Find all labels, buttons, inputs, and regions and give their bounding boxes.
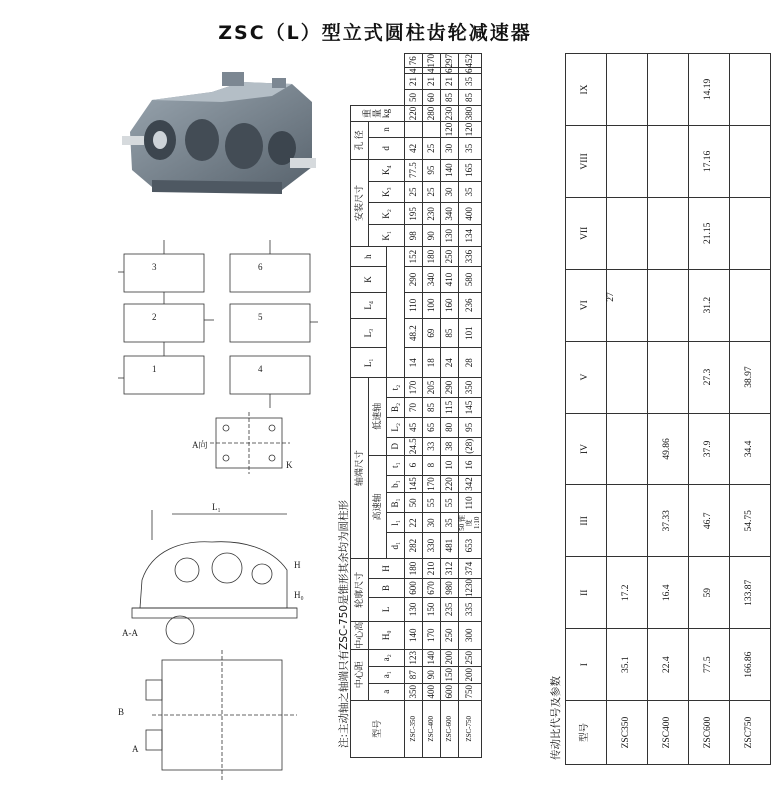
table-cell: 150 xyxy=(423,597,441,621)
group-shaft: 轴端尺寸 xyxy=(351,378,369,559)
col-H: H xyxy=(369,559,405,579)
table-cell: 170 xyxy=(405,378,423,398)
table-cell: 4 xyxy=(423,68,441,74)
ratio-cell: 37.9 xyxy=(689,413,730,485)
table-cell: 10 xyxy=(441,455,459,475)
ratio-cell xyxy=(607,197,648,269)
ratio-cell: 21.15 xyxy=(689,197,730,269)
col-n: n xyxy=(369,121,405,137)
ratio-cell xyxy=(607,54,648,126)
ratio-cell: ZSC400 xyxy=(648,701,689,765)
section-aa-label: A-A xyxy=(122,628,138,638)
table-cell: 140 xyxy=(423,649,441,666)
table-cell: 297 xyxy=(441,54,459,69)
table-cell: 330 xyxy=(423,533,441,559)
table-cell: 85 xyxy=(441,318,459,348)
table-cell: 38 xyxy=(441,437,459,455)
ratio-cell xyxy=(607,269,648,341)
table-cell: 24.5 xyxy=(405,437,423,455)
table-cell: 110 xyxy=(459,493,482,513)
table-cell: 130 xyxy=(405,597,423,621)
ratio-cell: 59 xyxy=(689,557,730,629)
gear-reducer-photo xyxy=(122,62,320,202)
col-a2: a₂ xyxy=(369,649,405,666)
table-cell: 42 xyxy=(405,137,423,159)
table-row xyxy=(405,54,423,758)
assembly-type-diagrams xyxy=(118,232,333,412)
ratio-cell xyxy=(730,125,771,197)
table-cell: 380 xyxy=(459,105,482,121)
table-cell: 25 xyxy=(423,181,441,203)
ratio-cell: 31.2 xyxy=(689,269,730,341)
table-cell: 236 xyxy=(459,292,482,318)
group-low-speed: 低速轴 xyxy=(369,378,387,456)
dim-h0: H₀ xyxy=(294,590,304,600)
table-cell: 35 xyxy=(459,74,482,90)
box-number-4: 4 xyxy=(258,364,263,374)
table-cell: 130 xyxy=(441,225,459,247)
table-cell: 205 xyxy=(423,378,441,398)
group-mount: 安装尺寸 xyxy=(351,159,369,246)
ratio-cell: 27.3 xyxy=(689,341,730,413)
table-cell: 250 xyxy=(441,247,459,267)
table-cell: 1230 xyxy=(459,578,482,597)
table-cell: 220 xyxy=(405,105,423,121)
ratio-table xyxy=(565,53,771,765)
ratio-row xyxy=(689,54,730,765)
ratio-cell xyxy=(648,341,689,413)
table-cell: 340 xyxy=(423,267,441,293)
table-cell: 6 xyxy=(405,455,423,475)
table-cell: 6 xyxy=(441,68,459,74)
table-cell: 35 xyxy=(441,513,459,533)
table-cell: 235 xyxy=(441,597,459,621)
ratio-row xyxy=(730,54,771,765)
table-cell: 336 xyxy=(459,247,482,267)
table-cell: 50 xyxy=(405,493,423,513)
table-cell: 250 xyxy=(441,621,459,649)
table-row xyxy=(441,54,459,758)
table-cell: 77.5 xyxy=(405,159,423,181)
col-B: B xyxy=(369,578,405,597)
ratio-cell xyxy=(607,341,648,413)
table-cell: 140 xyxy=(405,621,423,649)
col-b1: b₁ xyxy=(387,475,405,493)
table-cell: 55 xyxy=(441,493,459,513)
table-cell: 21 xyxy=(405,74,423,90)
ratio-header: III xyxy=(566,485,607,557)
table-cell: 21 xyxy=(423,74,441,90)
col-L1: L₁ xyxy=(351,348,387,378)
footnote: 注:主动轴之轴端只有ZSC-750是锥形其余均为圆柱形 xyxy=(338,499,350,748)
table-cell: 230 xyxy=(441,105,459,121)
table-cell: 65 xyxy=(423,417,441,437)
col-K2: K₂ xyxy=(369,203,405,225)
table-cell: 750 xyxy=(459,683,482,700)
col-L: L xyxy=(369,597,405,621)
table-cell: 14 xyxy=(405,348,423,378)
col-B2: B₂ xyxy=(387,398,405,418)
table-cell: ZSC-750 xyxy=(459,700,482,757)
ratio-cell: 22.4 xyxy=(648,629,689,701)
table-cell: 170 xyxy=(423,475,441,493)
ratio-row xyxy=(607,54,648,765)
ratio-cell: 46.7 xyxy=(689,485,730,557)
ratio-cell: 166.86 xyxy=(730,629,771,701)
ratio-cell: ZSC600 xyxy=(689,701,730,765)
ratio-cell xyxy=(730,197,771,269)
table-cell: 180 xyxy=(405,559,423,579)
table-cell: 85 xyxy=(423,398,441,418)
table-cell: 80 xyxy=(441,417,459,437)
table-row xyxy=(423,54,441,758)
table-cell: 120 xyxy=(441,121,459,137)
ratio-header: VI xyxy=(566,269,607,341)
table-cell: 30 xyxy=(441,181,459,203)
table-cell: 600 xyxy=(441,683,459,700)
table-cell: 670 xyxy=(423,578,441,597)
table-cell: 50 锥度 1:10 xyxy=(459,513,482,533)
table-cell: 300 xyxy=(459,621,482,649)
ratio-cell xyxy=(648,54,689,126)
box-number-3: 3 xyxy=(152,262,157,272)
ratio-cell xyxy=(648,197,689,269)
table-cell: 120 xyxy=(459,121,482,137)
dim-a: A xyxy=(132,744,139,754)
ratio-cell: 34.4 xyxy=(730,413,771,485)
col-D: D xyxy=(387,437,405,455)
dim-h: H xyxy=(294,560,301,570)
table-cell: 195 xyxy=(405,203,423,225)
ratio-cell xyxy=(730,54,771,126)
view-a-drawing xyxy=(192,408,302,488)
table-cell: 21 xyxy=(441,74,459,90)
table-cell: 35 xyxy=(459,181,482,203)
ratio-cell xyxy=(648,125,689,197)
table-cell: 290 xyxy=(405,267,423,293)
table-cell: 342 xyxy=(459,475,482,493)
table-cell: 165 xyxy=(459,159,482,181)
group-outline: 轮廓尺寸 xyxy=(351,559,369,622)
table-cell: ZSC-400 xyxy=(423,700,441,757)
table-cell: 85 xyxy=(459,90,482,106)
table-cell: 452 xyxy=(459,54,482,69)
table-cell: 374 xyxy=(459,559,482,579)
ratio-cell: 54.75 xyxy=(730,485,771,557)
table-cell: 200 xyxy=(441,649,459,666)
ratio-cell: 35.1 xyxy=(607,629,648,701)
col-d1: d₁ xyxy=(387,533,405,559)
table-cell xyxy=(423,121,441,137)
ratio-cell xyxy=(607,485,648,557)
ratio-cell xyxy=(607,413,648,485)
col-h: h xyxy=(351,247,387,267)
box-number-2: 2 xyxy=(152,312,157,322)
table-cell: 180 xyxy=(423,247,441,267)
table-cell: 85 xyxy=(441,90,459,106)
table-cell: 6 xyxy=(459,68,482,74)
table-cell xyxy=(405,121,423,137)
table-cell: 60 xyxy=(423,90,441,106)
dim-l1: L₁ xyxy=(212,502,221,512)
main-assembly-drawing xyxy=(112,490,312,790)
table-cell: 70 xyxy=(405,398,423,418)
table-cell: 25 xyxy=(405,181,423,203)
table-cell: 28 xyxy=(459,348,482,378)
table-cell: 48.2 xyxy=(405,318,423,348)
ratio-row xyxy=(648,54,689,765)
table-cell: 600 xyxy=(405,578,423,597)
table-cell: 123 xyxy=(405,649,423,666)
group-bolt: 孔 径 xyxy=(351,121,369,159)
ratio-cell: 49.86 xyxy=(648,413,689,485)
group-high-speed: 高速轴 xyxy=(369,455,387,558)
table-cell: 400 xyxy=(423,683,441,700)
col-a: a xyxy=(369,683,405,700)
ratio-cell: 17.2 xyxy=(607,557,648,629)
ratio-cell: ZSC350 xyxy=(607,701,648,765)
table-cell: 69 xyxy=(423,318,441,348)
ratio-caption: 传动比代号及参数 xyxy=(550,676,562,760)
table-cell: 160 xyxy=(441,292,459,318)
ratio-cell xyxy=(648,269,689,341)
table-cell: 152 xyxy=(405,247,423,267)
ratio-cell: 37.33 xyxy=(648,485,689,557)
ratio-header: VII xyxy=(566,197,607,269)
table-cell: 45 xyxy=(405,417,423,437)
table-cell: 220 xyxy=(441,475,459,493)
ratio-cell: 16.4 xyxy=(648,557,689,629)
ratio-cell: 14.19 xyxy=(689,54,730,126)
table-cell: 30 xyxy=(441,137,459,159)
table-cell: ZSC-350 xyxy=(405,700,423,757)
table-cell: 115 xyxy=(441,398,459,418)
table-cell: 400 xyxy=(459,203,482,225)
box-number-5: 5 xyxy=(258,312,263,322)
table-cell: 350 xyxy=(459,378,482,398)
ratio-header: II xyxy=(566,557,607,629)
ratio-cell: 77.5 xyxy=(689,629,730,701)
table-cell: 18 xyxy=(423,348,441,378)
col-a1: a₁ xyxy=(369,666,405,683)
dim-b: B xyxy=(118,707,125,717)
table-cell: 35 xyxy=(459,137,482,159)
group-center: 中心距 xyxy=(351,649,369,700)
table-cell: 101 xyxy=(459,318,482,348)
col-d: d xyxy=(369,137,405,159)
table-cell: 410 xyxy=(441,267,459,293)
table-cell: 4 xyxy=(405,68,423,74)
col-L3: L₃ xyxy=(351,318,387,348)
table-cell: 170 xyxy=(423,621,441,649)
table-cell: 90 xyxy=(423,225,441,247)
col-H0: H₀ xyxy=(369,621,405,649)
table-cell: 170 xyxy=(423,54,441,69)
table-cell: 350 xyxy=(405,683,423,700)
table-cell: 22 xyxy=(405,513,423,533)
view-a-label: A向 xyxy=(192,440,208,450)
table-cell: 200 xyxy=(459,666,482,683)
table-cell: 98 xyxy=(405,225,423,247)
table-cell: 290 xyxy=(441,378,459,398)
table-cell: 8 xyxy=(423,455,441,475)
table-cell: 134 xyxy=(459,225,482,247)
group-center-height: 中心高 xyxy=(351,621,369,649)
col-B1: B₁ xyxy=(387,493,405,513)
table-cell: 335 xyxy=(459,597,482,621)
col-l1: l₁ xyxy=(387,513,405,533)
group-weight: 重 量 kg xyxy=(351,105,405,121)
table-cell: 140 xyxy=(441,159,459,181)
table-cell: ZSC-600 xyxy=(441,700,459,757)
ratio-cell: 133.87 xyxy=(730,557,771,629)
table-cell: 282 xyxy=(405,533,423,559)
table-cell: 50 xyxy=(405,90,423,106)
dim-k: K xyxy=(286,460,293,470)
col-L2: L₂ xyxy=(387,417,405,437)
table-cell: 76 xyxy=(405,54,423,69)
box-number-6: 6 xyxy=(258,262,263,272)
table-cell: 580 xyxy=(459,267,482,293)
ratio-cell: ZSC750 xyxy=(730,701,771,765)
table-cell: 312 xyxy=(441,559,459,579)
table-cell: 25 xyxy=(423,137,441,159)
table-cell: 87 xyxy=(405,666,423,683)
col-K1: K₁ xyxy=(369,225,405,247)
table-cell: 481 xyxy=(441,533,459,559)
table-cell: 145 xyxy=(405,475,423,493)
ratio-header: IV xyxy=(566,413,607,485)
col-K4: K₄ xyxy=(369,159,405,181)
ratio-cell xyxy=(730,269,771,341)
table-cell: 340 xyxy=(441,203,459,225)
table-row xyxy=(459,54,482,758)
table-cell: 230 xyxy=(423,203,441,225)
table-cell: 210 xyxy=(423,559,441,579)
ratio-header: I xyxy=(566,629,607,701)
col-t1: t₁ xyxy=(387,455,405,475)
table-cell: 30 xyxy=(423,513,441,533)
table-cell: 150 xyxy=(441,666,459,683)
table-cell: 95 xyxy=(459,417,482,437)
table-cell: 110 xyxy=(405,292,423,318)
table-cell: 55 xyxy=(423,493,441,513)
ratio-cell xyxy=(607,125,648,197)
table-cell: 16 xyxy=(459,455,482,475)
ratio-header: IX xyxy=(566,54,607,126)
table-cell: 250 xyxy=(459,649,482,666)
ratio-cell: 38.97 xyxy=(730,341,771,413)
ratio-header: V xyxy=(566,341,607,413)
col-K3: K₃ xyxy=(369,181,405,203)
table-cell: 145 xyxy=(459,398,482,418)
table-cell: 90 xyxy=(423,666,441,683)
dimension-table xyxy=(350,53,482,758)
ratio-vi-span: 27 xyxy=(605,292,616,302)
ratio-header: 型号 xyxy=(566,701,607,765)
table-cell: 280 xyxy=(423,105,441,121)
table-cell: 980 xyxy=(441,578,459,597)
box-number-1: 1 xyxy=(152,364,157,374)
col-L4: L₄ xyxy=(351,292,387,318)
table-cell: 33 xyxy=(423,437,441,455)
ratio-header: VIII xyxy=(566,125,607,197)
col-K: K xyxy=(351,267,387,293)
table-cell: 95 xyxy=(423,159,441,181)
table-cell: 653 xyxy=(459,533,482,559)
col-t2: t₂ xyxy=(387,378,405,398)
col-model: 型号 xyxy=(351,700,405,757)
ratio-cell: 17.16 xyxy=(689,125,730,197)
table-cell: (28) xyxy=(459,437,482,455)
page-title: ZSC（L）型立式圆柱齿轮减速器 xyxy=(218,22,532,44)
table-cell: 24 xyxy=(441,348,459,378)
table-cell: 100 xyxy=(423,292,441,318)
